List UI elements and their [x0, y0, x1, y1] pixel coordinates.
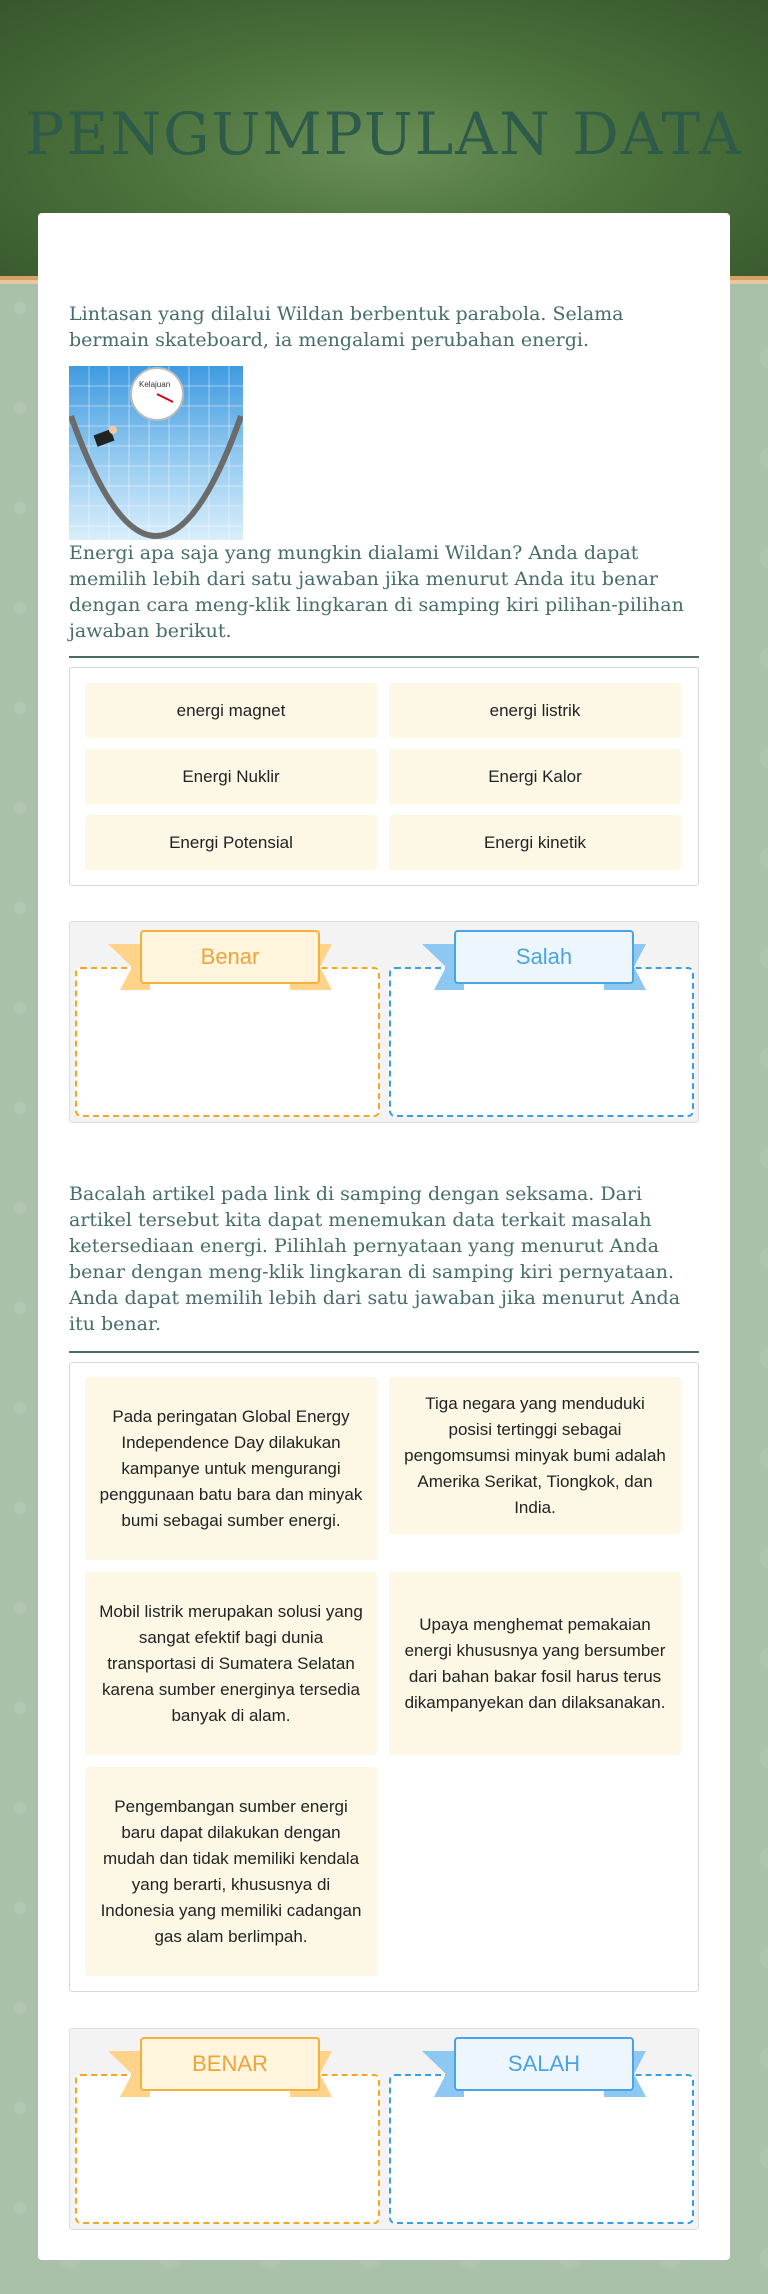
content-card	[38, 213, 730, 2260]
q2-option-3[interactable]: Mobil listrik merupakan solusi yang sangat efektif bagi dunia transportasi di Sumatera Selatan karena sumber energinya tersedia banyak di alam.	[85, 1572, 377, 1755]
q2-sort-area	[69, 2028, 699, 2230]
q2-option-1[interactable]: Pada peringatan Global Energy Independence Day dilakukan kampanye untuk mengurangi penggunaan batu bara dan minyak bumi sebagai sumber energi.	[85, 1377, 377, 1560]
q2-ribbon-salah	[422, 2037, 646, 2107]
q2-divider	[69, 1351, 699, 1353]
q1-option-2[interactable]: energi listrik	[389, 683, 681, 738]
q1-divider	[69, 656, 699, 658]
image-speed-label: Kelajuan	[139, 380, 171, 389]
q1-option-4[interactable]: Energi Kalor	[389, 749, 681, 804]
q2-question: Bacalah artikel pada link di samping dengan seksama. Dari artikel tersebut kita dapat menemukan data terkait masalah ketersediaan energi. Pilihlah pernyataan yang menurut Anda benar dengan meng-klik lingkaran di samping kiri pernyataan. Anda dapat memilih lebih dari satu jawaban jika menurut Anda itu benar.	[69, 1183, 681, 1335]
q1-options	[69, 667, 699, 886]
q1-ribbon-salah	[422, 930, 646, 1000]
q1-option-6[interactable]: Energi kinetik	[389, 815, 681, 870]
q1-question: Energi apa saja yang mungkin dialami Wildan? Anda dapat memilih lebih dari satu jawaban jika menurut Anda itu benar dengan cara meng-klik lingkaran di samping kiri pilihan-pilihan jawaban berikut.	[69, 542, 684, 642]
q1-label-benar: Benar	[140, 930, 320, 984]
q1-option-5[interactable]: Energi Potensial	[85, 815, 377, 870]
q2-label-salah: SALAH	[454, 2037, 634, 2091]
q2-options	[69, 1362, 699, 1992]
skateboard-parabola-image	[69, 366, 243, 540]
q2-option-4[interactable]: Upaya menghemat pemakaian energi khususnya yang bersumber dari bahan bakar fosil harus terus dikampanyekan dan dilaksanakan.	[389, 1572, 681, 1755]
q1-sort-area	[69, 921, 699, 1123]
q1-ribbon-benar	[108, 930, 332, 1000]
q1-intro: Lintasan yang dilalui Wildan berbentuk parabola. Selama bermain skateboard, ia mengalami perubahan energi.	[69, 303, 624, 351]
page-title: PENGUMPULAN DATA	[25, 100, 743, 168]
q1-label-salah: Salah	[454, 930, 634, 984]
q2-option-2[interactable]: Tiga negara yang menduduki posisi tertinggi sebagai pengomsumsi minyak bumi adalah Amerika Serikat, Tiongkok, dan India.	[389, 1377, 681, 1534]
q2-label-benar: BENAR	[140, 2037, 320, 2091]
q2-option-5[interactable]: Pengembangan sumber energi baru dapat dilakukan dengan mudah dan tidak memiliki kendala yang berarti, khususnya di Indonesia yang memiliki cadangan gas alam berlimpah.	[85, 1767, 377, 1976]
q1-option-1[interactable]: energi magnet	[85, 683, 377, 738]
q1-option-3[interactable]: Energi Nuklir	[85, 749, 377, 804]
q2-ribbon-benar	[108, 2037, 332, 2107]
parabola-graph-icon	[69, 366, 243, 540]
